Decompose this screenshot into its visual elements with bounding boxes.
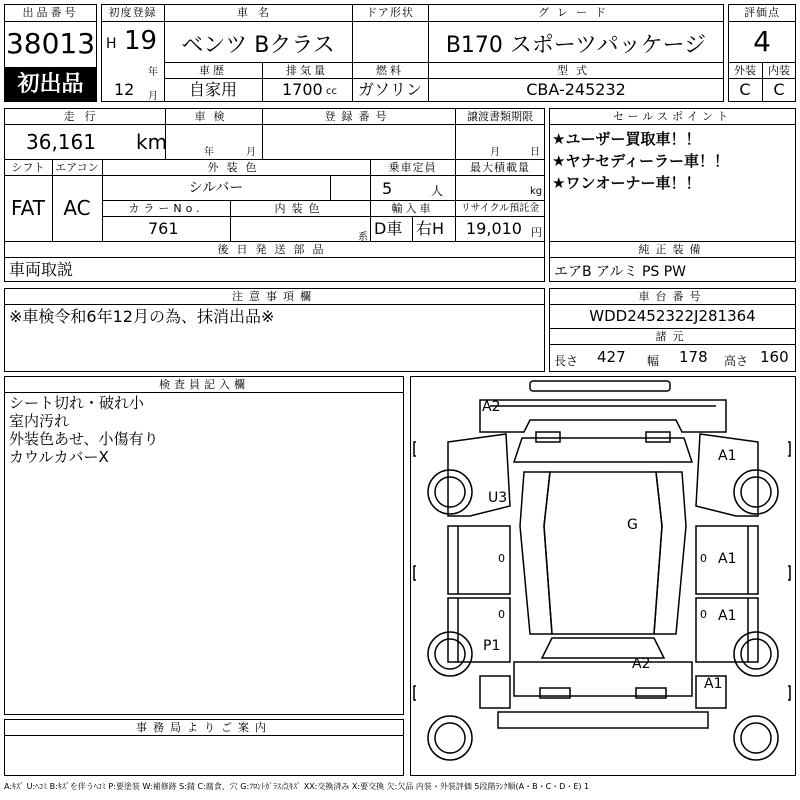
color-no-label: カラーNo. — [128, 202, 204, 215]
sales-point-item: ★ワンオーナー車！！ — [552, 174, 701, 192]
score-label: 評価点 — [744, 6, 780, 19]
first-listing-badge: 初出品 — [5, 68, 96, 101]
import-label: 輸入車 — [391, 202, 434, 215]
damage-mark: A1 — [718, 551, 737, 567]
model-label: 型式 — [557, 64, 595, 77]
sales-point-item: ★ユーザー買取車！！ — [552, 130, 701, 148]
inspection-month-unit: 月 — [246, 147, 256, 158]
recycle-label: リサイクル預託金 — [460, 203, 540, 214]
ext-color-label: 外装色 — [207, 161, 265, 174]
inspector-line: カウルカバーX — [9, 448, 109, 466]
max-load-unit: kg — [530, 186, 543, 197]
capacity: 5 — [382, 179, 393, 198]
dims-label: 諸元 — [655, 330, 690, 343]
mileage-unit: km — [136, 130, 168, 154]
equipment-label: 純正装備 — [638, 243, 707, 256]
damage-mark: A1 — [704, 676, 723, 692]
inspection-year-unit: 年 — [204, 147, 214, 158]
displacement: 1700 — [282, 80, 323, 99]
width: 178 — [679, 348, 708, 366]
inspector-line: シート切れ・破れ小 — [9, 394, 145, 412]
damage-mark: U3 — [488, 490, 508, 506]
shift: FAT — [10, 196, 45, 220]
car-name: ベンツ Bクラス — [181, 33, 335, 58]
damage-mark: P1 — [483, 638, 501, 654]
width-label: 幅 — [647, 354, 660, 368]
damage-mark: A1 — [718, 448, 737, 464]
capacity-label: 乗車定員 — [388, 161, 437, 174]
year-unit: 年 — [148, 67, 158, 78]
office-label: 事務局よりご案内 — [136, 721, 272, 734]
history: 自家用 — [188, 80, 237, 99]
equipment: エアB アルミ PS PW — [554, 264, 687, 280]
chassis-label: 車台番号 — [638, 290, 707, 303]
int-color-unit: 系 — [358, 232, 368, 243]
length-label: 長さ — [554, 354, 579, 368]
transfer-label: 譲渡書類期限 — [467, 110, 533, 123]
color-no: 761 — [148, 219, 179, 238]
sales-point-item: ★ヤナセディーラー車！！ — [552, 152, 729, 170]
transfer-day-unit: 日 — [530, 147, 540, 158]
mileage-label: 走行 — [63, 110, 106, 123]
damage-mark: A2 — [632, 656, 651, 672]
height-label: 高さ — [724, 354, 749, 368]
recycle: 19,010 — [466, 219, 522, 238]
history-label: 車歴 — [199, 64, 227, 77]
later-parts: 車両取説 — [9, 260, 74, 279]
steering: 右H — [416, 219, 445, 238]
notes: ※車検令和6年12月の為、抹消出品※ — [9, 307, 275, 326]
first-reg-month: 12 — [114, 80, 135, 99]
max-load-label: 最大積載量 — [470, 161, 530, 174]
sales-points-label: セールスポイント — [612, 110, 732, 123]
ac: AC — [63, 196, 91, 220]
interior-grade: C — [773, 80, 785, 99]
inspector-label: 検査員記入欄 — [159, 378, 249, 391]
car-diagram — [410, 376, 796, 776]
grade-label: グレード — [538, 6, 614, 19]
ac-label: エアコン — [55, 161, 99, 174]
int-color-label: 内装色 — [274, 202, 326, 215]
lot-label: 出品番号 — [22, 6, 79, 19]
inspector-line: 室内汚れ — [9, 412, 70, 430]
fuel-label: 燃料 — [376, 64, 404, 77]
first-reg-label: 初度登録 — [108, 6, 157, 19]
capacity-unit: 人 — [431, 184, 444, 198]
first-reg-year: 19 — [124, 26, 158, 56]
score: 4 — [753, 25, 771, 58]
door-label: ドア形状 — [366, 6, 414, 19]
month-unit: 月 — [148, 91, 158, 102]
later-parts-label: 後日発送部品 — [217, 243, 332, 256]
reg-no-label: 登録番号 — [324, 110, 393, 123]
exterior-grade-label: 外装 — [734, 64, 756, 77]
displacement-label: 排気量 — [286, 64, 328, 77]
length: 427 — [597, 348, 626, 366]
lot-number: 38013 — [5, 27, 96, 60]
exterior-grade: C — [739, 80, 751, 99]
damage-mark: A2 — [482, 399, 501, 415]
mileage: 36,161 — [26, 130, 96, 154]
door-zero-mark: 0 — [498, 608, 505, 621]
era: H — [106, 36, 117, 52]
door-zero-mark: 0 — [700, 608, 707, 621]
fuel: ガソリン — [357, 80, 422, 99]
displacement-unit: cc — [326, 86, 337, 97]
legend: A:ｷｽﾞ U:ﾍｺﾐ B:ｷｽﾞを伴うﾍｺﾐ P:要塗装 W:補修跡 S:錆 C:腐食、穴 G:ﾌﾛﾝﾄｶﾞﾗｽ点ｷｽﾞ XX:交換済み X:要交換 欠:欠品 内装・外装評価 5段階ﾗﾝｸ順(A・B・C・D・E) 1 — [4, 782, 590, 791]
drive-side: D車 — [374, 219, 403, 238]
recycle-unit: 円 — [531, 226, 542, 239]
damage-mark: G — [627, 517, 638, 533]
door-zero-mark: 0 — [700, 552, 707, 565]
notes-label: 注意事項欄 — [232, 290, 317, 303]
height: 160 — [760, 348, 789, 366]
interior-grade-label: 内装 — [768, 64, 790, 77]
model: CBA-245232 — [526, 80, 626, 99]
transfer-month-unit: 月 — [490, 147, 500, 158]
chassis-number: WDD2452322J281364 — [589, 307, 756, 325]
car-name-label: 車名 — [237, 6, 279, 19]
grade: B170 スポーツパッケージ — [445, 33, 707, 58]
inspection-label: 車検 — [194, 110, 233, 123]
shift-label: シフト — [11, 161, 45, 174]
damage-mark: A1 — [718, 608, 737, 624]
door-zero-mark: 0 — [498, 552, 505, 565]
ext-color: シルバー — [188, 180, 244, 196]
inspector-line: 外装色あせ、小傷有り — [9, 430, 159, 448]
